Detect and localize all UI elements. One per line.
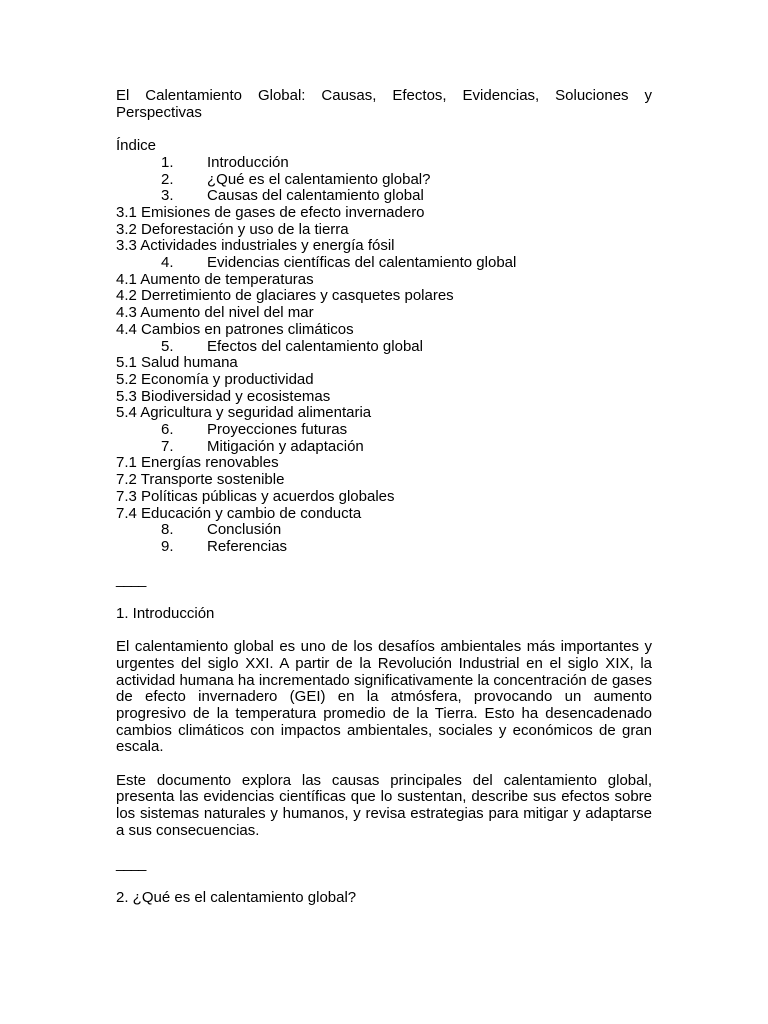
toc-item-number: 3. [161,187,174,205]
toc-item-label: Mitigación y adaptación [207,437,364,455]
toc-subitem: 5.3 Biodiversidad y ecosistemas [116,387,331,405]
toc-item-label: Evidencias científicas del calentamiento global [207,254,517,272]
toc-item [116,188,652,205]
toc-subitem: 3.2 Deforestación y uso de la tierra [116,220,349,238]
toc-subitem: 7.4 Educación y cambio de conducta [116,504,362,522]
toc-subitem: 5.2 Economía y productividad [116,370,314,388]
toc-subitem: 4.1 Aumento de temperaturas [116,270,314,288]
toc-item [116,522,652,539]
toc-subitem: 3.1 Emisiones de gases de efecto invernadero [116,203,425,221]
toc-item-number: 7. [161,437,174,455]
toc-subitem: 7.1 Energías renovables [116,454,279,472]
toc-item-label: ¿Qué es el calentamiento global? [207,170,431,188]
separator-line: ____ [116,571,146,589]
toc-item-label: Referencias [207,537,288,555]
table-of-contents [116,155,652,556]
toc-item-number: 4. [161,254,174,272]
toc-subitem: 5.1 Salud humana [116,354,238,372]
index-heading: Índice [116,137,157,155]
toc-item-number: 9. [161,537,174,555]
toc-item-number: 2. [161,170,174,188]
toc-item-label: Introducción [207,153,289,171]
document-page [116,88,652,906]
toc-subitem: 7.2 Transporte sostenible [116,471,285,489]
toc-item [116,172,652,189]
intro-paragraph-2: Este documento explora las causas principales del calentamiento global, presenta las evidencias científicas que lo sustentan, describe sus efectos sobre los sistemas naturales y humanos, y revisa estrategias para mitigar y adaptarse a sus consecuencias. [116,771,652,839]
intro-paragraph-1: El calentamiento global es uno de los desafíos ambientales más importantes y urgentes del siglo XXI. A partir de la Revolución Industrial en el siglo XIX, la actividad humana ha incrementado significativamente la concentración de gases de efecto invernadero (GEI) en la atmósfera, provocando un aumento progresivo de la temperatura promedio de la Tierra. Esto ha desencadenado cambios climáticos con impactos ambientales, sociales y económicos de gran escala. [116,638,652,756]
toc-item [116,339,652,356]
toc-item-label: Efectos del calentamiento global [207,337,423,355]
section-heading-introduccion: 1. Introducción [116,604,215,622]
toc-item [116,422,652,439]
toc-subitem: 4.4 Cambios en patrones climáticos [116,320,354,338]
toc-item-number: 1. [161,153,174,171]
toc-item-number: 8. [161,521,174,539]
toc-item [116,255,652,272]
toc-item-number: 5. [161,337,174,355]
toc-item-label: Proyecciones futuras [207,421,348,439]
toc-item-label: Causas del calentamiento global [207,187,424,205]
toc-item [116,155,652,172]
toc-item-label: Conclusión [207,521,282,539]
section-heading-que-es: 2. ¿Qué es el calentamiento global? [116,888,357,906]
toc-subitem: 4.3 Aumento del nivel del mar [116,304,314,322]
document-title: El Calentamiento Global: Causas, Efectos, Evidencias, Soluciones y Perspectivas [116,87,652,121]
toc-subitem: 5.4 Agricultura y seguridad alimentaria [116,404,372,422]
toc-subitem: 4.2 Derretimiento de glaciares y casquetes polares [116,287,454,305]
toc-subitem: 3.3 Actividades industriales y energía fósil [116,237,395,255]
separator-line-2: ____ [116,855,146,873]
toc-item [116,539,652,556]
toc-item [116,439,652,456]
toc-subitem: 7.3 Políticas públicas y acuerdos globales [116,487,395,505]
toc-item-number: 6. [161,421,174,439]
